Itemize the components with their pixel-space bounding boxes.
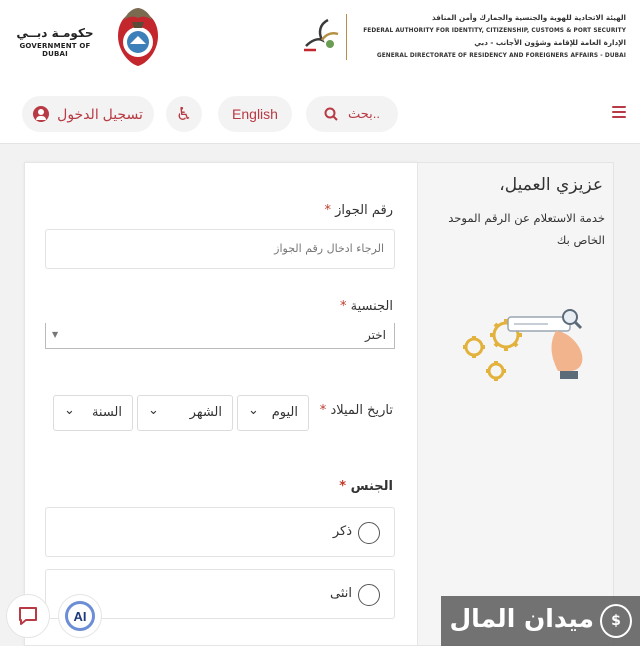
dropdown-arrow-icon: ▼ [52,330,59,339]
dubai-emblem-icon [106,6,170,70]
search-button[interactable] [306,96,398,132]
chevron-down-icon: ⌄ [248,403,259,418]
service-info-panel [418,162,614,646]
gender-label-text: الجنس [350,479,393,494]
ai-label: AI [73,608,87,624]
chevron-down-icon: ⌄ [148,403,159,418]
ica-line-en-1: FEDERAL AUTHORITY FOR IDENTITY, CITIZENSHIP, CUSTOMS & PORT SECURITY [363,27,626,34]
unified-number-form [24,162,418,646]
search-placeholder: بحث.. [347,106,380,121]
dubai-logo-arabic: حكومـة دبــي [16,26,94,40]
wheelchair-icon: ♿ [175,103,193,124]
dob-day-select[interactable] [237,395,309,431]
ica-line-ar-1: الهيئة الاتحادية للهوية والجنسية والجمارك وأمن المنافذ [432,13,626,22]
chat-button[interactable] [6,594,50,638]
dob-year-value: السنة [91,405,122,420]
ica-logo-text [346,12,626,62]
chat-bubble-icon [17,605,39,627]
watermark-text: ميدان المال [449,604,594,633]
dob-month-value: الشهر [189,405,222,420]
ai-assistant-button[interactable] [58,594,102,638]
ica-line-ar-2: الإدارة العامة للإقامة وشؤون الأجانب - دبي [474,38,626,47]
gender-option-label: ذكر [332,524,352,539]
required-mark: * [339,479,347,494]
login-button[interactable] [22,96,154,132]
login-label: تسجيل الدخول [57,105,143,122]
radio-button[interactable] [358,522,380,544]
info-title: عزيزي العميل، [499,175,603,195]
passport-label-text: رقم الجواز [335,203,393,218]
top-toolbar [0,78,640,144]
required-mark: * [324,203,331,218]
ica-emblem-icon [300,16,344,56]
user-circle-icon [33,106,49,122]
passport-number-input[interactable] [45,229,395,269]
dubai-logo-text [10,26,100,58]
info-subtitle: خدمة الاستعلام عن الرقم الموحد الخاص بك [448,211,605,247]
nationality-label [340,299,393,314]
gender-label [339,479,393,494]
ai-badge [65,601,95,631]
radio-button[interactable] [358,584,380,606]
watermark-overlay [441,596,640,646]
page-header [0,0,640,78]
language-label: English [232,106,278,122]
gender-option-label: انثى [330,586,352,601]
ica-logo[interactable] [300,12,630,68]
required-mark: * [339,299,347,314]
language-toggle-button[interactable] [218,96,292,132]
dubai-logo-english: GOVERNMENT OF DUBAI [19,42,91,58]
dob-label-text: تاريخ الميلاد [330,403,393,418]
passport-placeholder: الرجاء ادخال رقم الجواز [274,242,384,255]
nationality-select[interactable] [45,323,395,349]
passport-label [325,203,394,218]
required-mark: * [319,403,327,418]
government-of-dubai-logo[interactable] [10,6,170,70]
accessibility-button[interactable] [166,96,202,132]
search-gears-illustration-icon [448,309,588,399]
nationality-label-text: الجنسية [350,299,393,314]
ica-line-en-2: GENERAL DIRECTORATE OF RESIDENCY AND FOREIGNERS AFFAIRS - DUBAI [376,52,626,59]
search-icon [324,107,338,121]
dob-day-value: اليوم [271,405,298,420]
dob-month-select[interactable] [137,395,233,431]
watermark-logo-icon: $ [600,604,632,638]
chevron-down-icon: ⌄ [64,403,75,418]
gender-option-male[interactable] [45,507,395,557]
dob-label [320,403,393,418]
nationality-selected-value: اختر [365,328,386,342]
dob-year-select[interactable] [53,395,133,431]
hamburger-menu-icon[interactable] [612,106,626,118]
